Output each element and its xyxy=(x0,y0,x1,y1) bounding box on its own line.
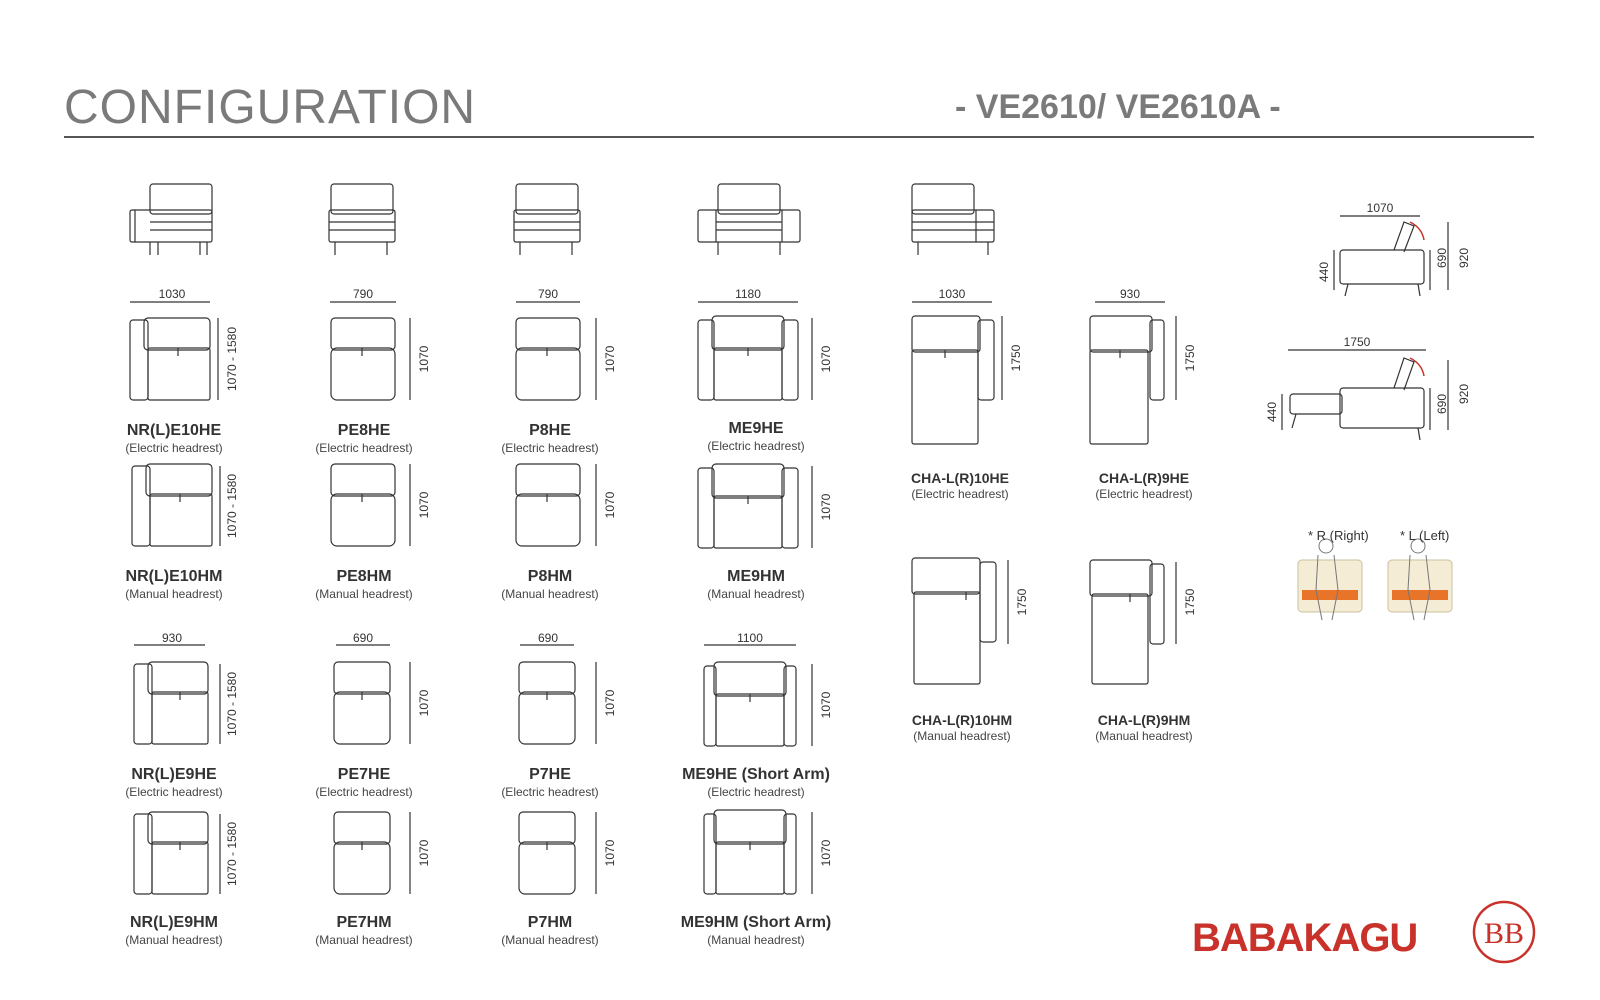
dim-total-height: 920 xyxy=(1457,247,1471,269)
item-label: CHA-L(R)9HM (Manual headrest) xyxy=(1095,712,1193,743)
front-view-nr xyxy=(130,184,212,255)
plan-cha-10he xyxy=(912,302,1002,444)
front-view-p xyxy=(514,184,580,255)
dim-total-height: 920 xyxy=(1457,383,1471,405)
item-label: NR(L)E10HM (Manual headrest) xyxy=(125,568,223,601)
plan-nr-e9hm xyxy=(134,812,220,894)
item-label: PE7HE (Electric headrest) xyxy=(315,766,413,799)
dim-width: 790 xyxy=(537,287,559,301)
dim-depth: 1070 xyxy=(603,689,617,717)
item-label: CHA-L(R)9HE (Electric headrest) xyxy=(1095,470,1193,501)
dim-depth: 1070 xyxy=(1366,201,1394,215)
item-label: P7HM (Manual headrest) xyxy=(501,914,599,947)
item-label: ME9HE (Short Arm) (Electric headrest) xyxy=(682,766,830,799)
front-view-cha xyxy=(912,184,994,255)
item-label: CHA-L(R)10HE (Electric headrest) xyxy=(911,470,1009,501)
dim-depth: 1070 - 1580 xyxy=(225,821,239,887)
dim-width: 930 xyxy=(161,631,183,645)
dim-back-height: 690 xyxy=(1435,247,1449,269)
logo-monogram: BB xyxy=(1483,917,1525,950)
plan-nr-e10hm xyxy=(132,464,220,546)
dim-depth: 1750 xyxy=(1009,344,1023,372)
item-label: ME9HM (Short Arm) (Manual headrest) xyxy=(680,914,832,947)
dim-back-height: 690 xyxy=(1435,393,1449,415)
plan-nr-e10he xyxy=(130,302,218,400)
item-label: ME9HE (Electric headrest) xyxy=(707,420,805,453)
dim-depth: 1750 xyxy=(1343,335,1371,349)
dim-depth: 1070 xyxy=(603,345,617,373)
item-label: NR(L)E9HM (Manual headrest) xyxy=(125,914,223,947)
plan-me9he xyxy=(698,302,812,400)
plan-me9hm xyxy=(698,464,812,548)
page-title: CONFIGURATION xyxy=(64,81,477,134)
plan-p7hm xyxy=(519,812,596,894)
dim-width: 790 xyxy=(352,287,374,301)
plan-cha-10hm xyxy=(912,558,1008,684)
item-label: PE8HM (Manual headrest) xyxy=(315,568,413,601)
item-label: CHA-L(R)10HM (Manual headrest) xyxy=(911,712,1013,743)
item-label: P7HE (Electric headrest) xyxy=(501,766,599,799)
plan-cha-9hm xyxy=(1090,560,1176,684)
brand-name: BABAKAGU xyxy=(1192,916,1418,960)
dim-seat-height: 440 xyxy=(1317,261,1331,283)
orientation-right-illustration xyxy=(1298,539,1362,620)
plan-me9he-short-arm xyxy=(704,645,812,746)
dim-seat-height: 440 xyxy=(1265,401,1279,423)
item-label: P8HM (Manual headrest) xyxy=(501,568,599,601)
dim-width: 1030 xyxy=(938,287,966,301)
front-view-pe xyxy=(329,184,395,255)
plan-p7he xyxy=(519,645,596,744)
dim-width: 690 xyxy=(352,631,374,645)
plan-p8he xyxy=(516,302,596,400)
side-view-bottom xyxy=(1282,350,1448,440)
dim-depth: 1070 xyxy=(417,345,431,373)
model-number: - VE2610/ VE2610A - xyxy=(955,88,1281,126)
item-label: PE7HM (Manual headrest) xyxy=(315,914,413,947)
brand-logo-icon xyxy=(1474,902,1534,962)
plan-p8hm xyxy=(516,464,596,546)
side-view-top xyxy=(1334,216,1448,296)
plan-me9hm-short-arm xyxy=(704,810,812,894)
item-label: NR(L)E9HE (Electric headrest) xyxy=(125,766,223,799)
dim-width: 930 xyxy=(1119,287,1141,301)
plan-pe8he xyxy=(330,302,410,400)
dim-depth: 1070 xyxy=(819,345,833,373)
orientation-left-label: * L (Left) xyxy=(1400,528,1450,543)
plan-pe7hm xyxy=(334,812,410,894)
dim-width: 1180 xyxy=(735,287,761,301)
item-label: P8HE (Electric headrest) xyxy=(501,422,599,455)
dim-depth: 1750 xyxy=(1183,344,1197,372)
orientation-left-illustration xyxy=(1388,539,1452,620)
plan-nr-e9he xyxy=(134,645,220,744)
dim-depth: 1070 xyxy=(417,689,431,717)
dim-depth: 1070 xyxy=(819,493,833,521)
dim-depth: 1070 xyxy=(603,491,617,519)
dim-depth: 1070 - 1580 xyxy=(225,671,239,737)
plan-pe7he xyxy=(334,645,410,744)
plan-pe8hm xyxy=(331,464,410,546)
dim-depth: 1070 xyxy=(417,491,431,519)
item-label: PE8HE (Electric headrest) xyxy=(315,422,413,455)
dim-width: 1030 xyxy=(158,287,186,301)
front-view-me xyxy=(698,184,800,255)
dim-depth: 1070 xyxy=(819,839,833,867)
dim-depth: 1750 xyxy=(1183,588,1197,616)
plan-cha-9he xyxy=(1090,302,1176,444)
dim-depth: 1070 xyxy=(819,691,833,719)
dim-depth: 1070 - 1580 xyxy=(225,473,239,539)
item-label: ME9HM (Manual headrest) xyxy=(707,568,805,601)
dim-width: 690 xyxy=(537,631,559,645)
dim-depth: 1070 xyxy=(603,839,617,867)
dim-depth: 1750 xyxy=(1015,588,1029,616)
orientation-right-label: * R (Right) xyxy=(1308,528,1369,543)
dim-width: 1100 xyxy=(737,631,763,645)
dim-depth: 1070 xyxy=(417,839,431,867)
item-label: NR(L)E10HE (Electric headrest) xyxy=(125,422,223,455)
dim-depth: 1070 - 1580 xyxy=(225,326,239,392)
